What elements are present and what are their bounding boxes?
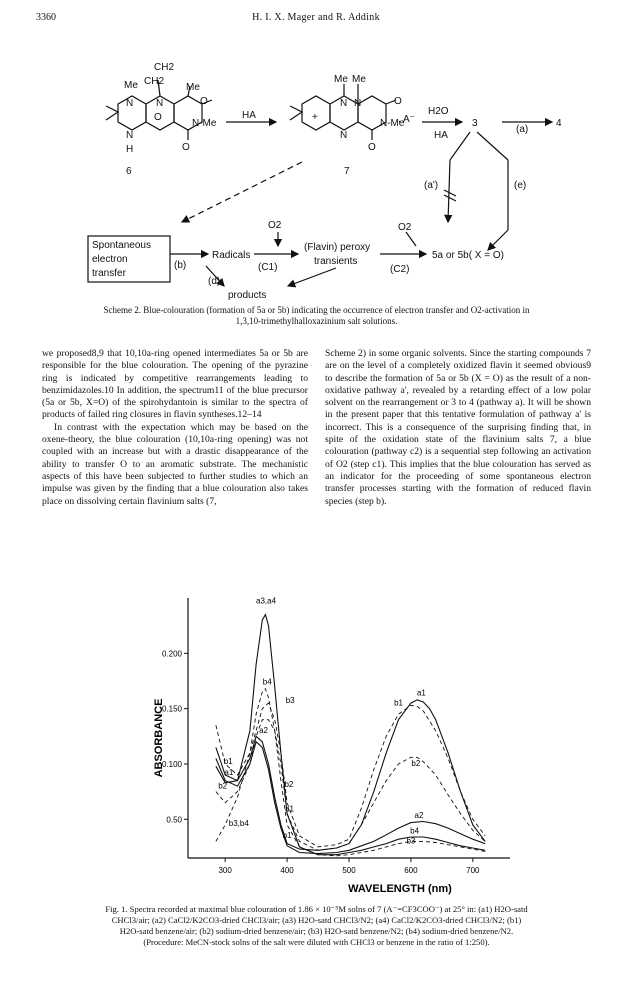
scheme-compound-4: 4 bbox=[556, 118, 562, 129]
scheme-me-7a: Me bbox=[334, 74, 348, 85]
series-annotation: a2 bbox=[259, 725, 268, 735]
scheme-flavin-1: (Flavin) peroxy bbox=[304, 242, 371, 253]
series-annotation: a2 bbox=[414, 811, 424, 821]
y-tick-label: 0.150 bbox=[161, 704, 182, 714]
scheme-path-a: (a) bbox=[516, 124, 529, 135]
x-tick-label: 500 bbox=[342, 866, 356, 875]
scheme-o2-1: O2 bbox=[268, 220, 282, 231]
scheme-a-minus: , A⁻ bbox=[398, 114, 415, 125]
scheme-caption-line1: Scheme 2. Blue-colouration (formation of 5a or 5b) indicating the occurrence of electron transfer and O2-activation in bbox=[103, 305, 530, 315]
scheme-path-a-prime: (a') bbox=[424, 180, 439, 191]
scheme-box-line1: Spontaneous bbox=[92, 240, 151, 251]
series-annotation: a1 bbox=[285, 804, 295, 814]
series-annotation: b4 bbox=[262, 677, 272, 687]
text-column-left bbox=[42, 348, 308, 508]
scheme-n-7b: N bbox=[354, 98, 362, 109]
scheme-box-line3: transfer bbox=[92, 268, 126, 279]
series-annotation: b3 bbox=[406, 836, 416, 846]
x-tick-label: 600 bbox=[404, 866, 418, 875]
series-annotation: b2 bbox=[218, 781, 228, 791]
scheme-caption bbox=[40, 305, 593, 327]
scheme-compound-7: 7 bbox=[344, 166, 350, 177]
fig1-caption-line4: (Procedure: MeCN-stock solns of the salt were diluted with CHCl3 or benzene in the ratio of 1:250). bbox=[143, 937, 490, 947]
absorbance-chart bbox=[150, 588, 530, 898]
scheme-n-6b: N bbox=[156, 98, 164, 109]
scheme-ch2-6: CH2 bbox=[144, 76, 165, 87]
series-line-b1 bbox=[216, 703, 485, 847]
series-annotation: b3,b4 bbox=[228, 818, 249, 828]
fig1-caption-line3: H2O-satd benzene/air; (b2) sodium-dried benzene/air; (b3) H2O-satd benzene/N2; (b4) sodium-dried benzene/N2. bbox=[119, 926, 514, 936]
scheme-n-7c: N bbox=[340, 130, 348, 141]
scheme-path-e: (e) bbox=[514, 180, 527, 191]
series-annotation: a3,a4 bbox=[256, 596, 277, 606]
x-tick-label: 400 bbox=[280, 866, 294, 875]
scheme-o2-2: O2 bbox=[398, 222, 412, 233]
scheme-path-b: (b) bbox=[174, 260, 187, 271]
series-line-a2 bbox=[216, 742, 485, 854]
scheme-o-7b: O bbox=[368, 142, 376, 153]
scheme-radicals: Radicals bbox=[212, 250, 251, 261]
scheme-caption-line2: 1,3,10-trimethylhalloxazinium salt solutions. bbox=[235, 316, 398, 326]
y-tick-label: 0.200 bbox=[161, 649, 182, 659]
scheme-me-6a: Me bbox=[124, 80, 138, 91]
scheme-box-line2: electron bbox=[92, 254, 128, 265]
fig1-caption-line1: Fig. 1. Spectra recorded at maximal blue colouration of 1.86 × 10⁻⁵M solns of 7 (A⁻=CF3COO⁻) at 25° in: (a1) H2O-satd bbox=[105, 904, 528, 914]
scheme-c2: (C2) bbox=[390, 264, 410, 275]
scheme-products: products bbox=[228, 290, 267, 301]
series-annotation: b2 bbox=[411, 759, 421, 769]
x-tick-label: 700 bbox=[466, 866, 480, 875]
scheme-path-d: (d) bbox=[208, 276, 221, 287]
chart-axes bbox=[162, 598, 510, 875]
scheme-compound-6: 6 bbox=[126, 166, 132, 177]
scheme-n-7a: N bbox=[340, 98, 348, 109]
scheme-me-7b: Me bbox=[352, 74, 366, 85]
scheme-c1: (C1) bbox=[258, 262, 278, 273]
scheme-2 bbox=[40, 40, 600, 302]
series-annotation: a1 bbox=[224, 768, 234, 778]
scheme-o-6b: O bbox=[154, 112, 162, 123]
y-axis-label: ABSORBANCE bbox=[153, 698, 165, 778]
scheme-flavin-2: transients bbox=[314, 256, 358, 267]
scheme-n-6a: N bbox=[126, 98, 134, 109]
series-line-b2 bbox=[216, 720, 485, 851]
series-annotation: b4 bbox=[410, 826, 420, 836]
series-annotation: a1 bbox=[416, 688, 426, 698]
col1-paragraph-2: In contrast with the expectation which may be based on the oxene-theory, the blue colouration (10,10a-ring opening) was not coupled with an increase but with a drastic disappearance of the ability to transfer O to an aromatic substrate. The mechanistic aspects of this have been subjected to further studies to which an impulse was given by the finding that a blue colouration also takes place on dissolving certain flavinium salts (7, bbox=[42, 421, 308, 507]
fig1-caption-line2: CHCl3/air; (a2) CaCl2/K2CO3-dried CHCl3/air; (a3) H2O-satd CHCl3/N2; (a4) CaCl2/K2CO3-dried CHCl3/N2; (b1) bbox=[111, 915, 522, 925]
series-annotation: b3 bbox=[285, 696, 295, 706]
scheme-me-6b: Me bbox=[186, 82, 200, 93]
col1-paragraph-1: we proposed8,9 that 10,10a-ring opened intermediates 5a or 5b are responsible for the blue colouration. The opening of the pyrazine ring is indicated by competitive rearrangements leading to benzimidazoles.10 In addition, the spectrum11 of the blue precursor (5a or 5b, X=O) of the spirohydantoin is similar to the spectra of products of failed ring closures in flavin syntheses.12–14 bbox=[42, 348, 308, 421]
series-annotation: b1 bbox=[394, 698, 403, 708]
scheme-o-6a: O bbox=[200, 96, 208, 107]
col2-paragraph-1: Scheme 2) in some organic solvents. Since the starting compounds 7 are on the level of a completely oxidized flavin it seemed obvious9 to describe the formation of 5a or 5b (X = O) as the result of a non-oxidative pathway a', revealed by a retarding effect of a low polar solvent on the rearrangement or 3 to 4 (pathway a). It will be shown in the present paper that this tentative formulation of pathway a' is incorrect. This is a consequence of the surprising finding that, in spite of the oxidation state of the flavinium salts 7, a blue colouration (pathway c2) is a sequential step following an activation of O2 (step c1). This implies that the blue colouration has served as an indicator for the proceeding of some spontaneous electron transfer processes starting with the formation of reduced flavin species (step b). bbox=[325, 348, 591, 507]
scheme-compound-3: 3 bbox=[472, 118, 478, 129]
scheme-n-6c: N bbox=[126, 130, 134, 141]
x-axis-label: WAVELENGTH (nm) bbox=[348, 883, 452, 895]
page-number: 3360 bbox=[36, 12, 56, 23]
running-title: H. I. X. Mager and R. Addink bbox=[252, 12, 380, 23]
scheme-o-6c: O bbox=[182, 142, 190, 153]
y-tick-label: 0.50 bbox=[166, 815, 182, 825]
series-annotation: b2 bbox=[284, 780, 294, 790]
scheme-ch2-top: CH2 bbox=[154, 62, 175, 73]
scheme-products-5: 5a or 5b( X = O) bbox=[432, 250, 504, 261]
series-annotation: b1 bbox=[223, 756, 233, 766]
scheme-nme-7: N-Me bbox=[380, 118, 405, 129]
scheme-o-7a: O bbox=[394, 96, 402, 107]
scheme-h-6: H bbox=[126, 144, 134, 155]
figure-1-caption bbox=[40, 904, 593, 948]
text-column-right bbox=[325, 348, 591, 508]
chart-annotations bbox=[218, 597, 426, 846]
y-tick-label: 0.100 bbox=[161, 759, 182, 769]
scheme-h2o: H2O bbox=[428, 106, 449, 117]
scheme-plus: + bbox=[312, 112, 318, 123]
x-tick-label: 300 bbox=[218, 866, 232, 875]
scheme-ha: HA bbox=[242, 110, 256, 121]
scheme-ha2: HA bbox=[434, 130, 448, 141]
scheme-nme-6: N-Me bbox=[192, 118, 217, 129]
series-line-b3-b4 bbox=[216, 689, 485, 856]
series-annotation: b1 bbox=[282, 831, 292, 841]
series-line-a1 bbox=[216, 700, 485, 851]
chart-series bbox=[216, 615, 485, 856]
